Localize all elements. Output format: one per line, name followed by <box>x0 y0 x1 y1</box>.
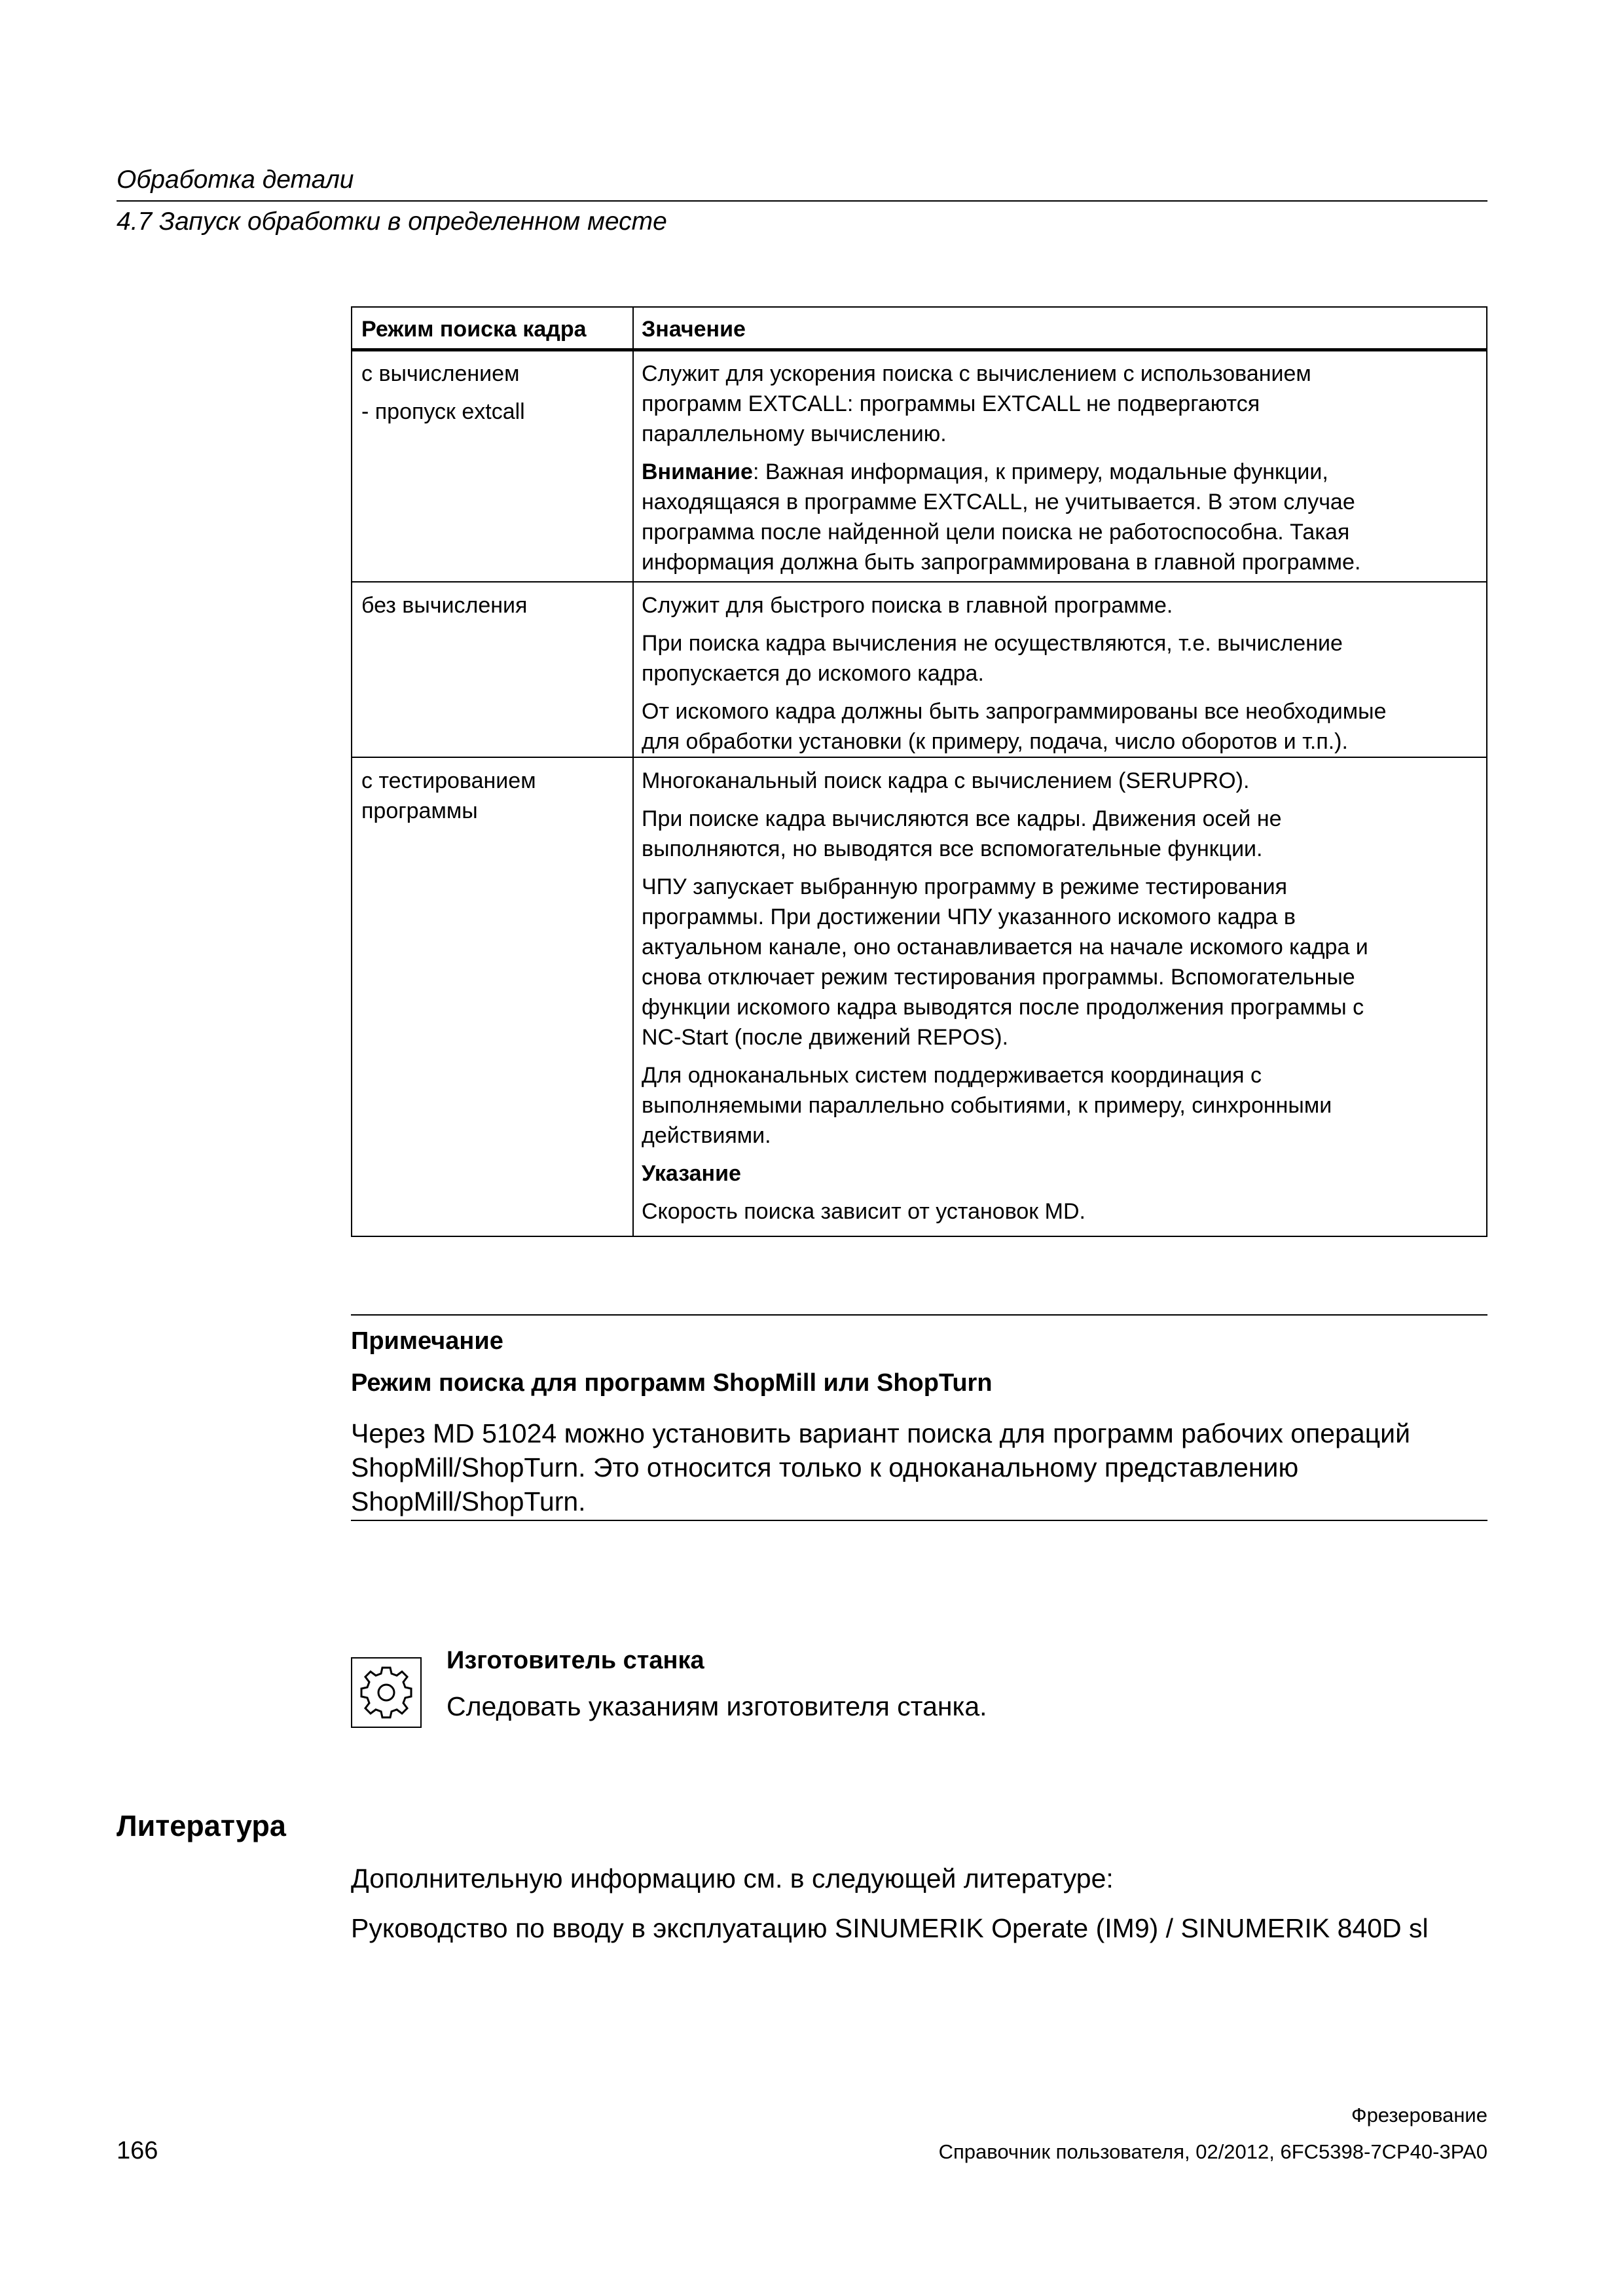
note-title: Режим поиска для программ ShopMill или ShopTurn <box>351 1369 993 1397</box>
paragraph-line: выполняются, но выводятся все вспомогательные функции. <box>642 836 1263 861</box>
column-header-mode: Режим поиска кадра <box>361 317 587 342</box>
paragraph-line: пропускается до искомого кадра. <box>642 661 984 686</box>
chapter-title: Обработка детали <box>117 166 354 194</box>
paragraph-line: параллельному вычислению. <box>642 422 947 446</box>
paragraph-line: программ EXTCALL: программы EXTCALL не подвергаются <box>642 391 1260 416</box>
note-bottom-rule <box>351 1520 1487 1521</box>
paragraph-line: действиями. <box>642 1123 771 1148</box>
hint-label: Указание <box>642 1161 741 1186</box>
mode-line: без вычисления <box>361 593 528 618</box>
manufacturer-title: Изготовитель станка <box>447 1647 704 1674</box>
literature-reference: Руководство по вводу в эксплуатацию SINUMERIK Operate (IM9) / SINUMERIK 840D sl <box>351 1913 1429 1943</box>
literature-intro: Дополнительную информацию см. в следующей литературе: <box>351 1863 1114 1893</box>
paragraph-line: ЧПУ запускает выбранную программу в режиме тестирования <box>642 874 1287 899</box>
note-line: ShopMill/ShopTurn. Это относится только к одноканальному представлению <box>351 1452 1299 1482</box>
paragraph-line: функции искомого кадра выводятся после продолжения программы с <box>642 995 1364 1020</box>
paragraph-line: выполняемыми параллельно событиями, к примеру, синхронными <box>642 1093 1332 1118</box>
footer-doc: Справочник пользователя, 02/2012, 6FC5398-7CP40-3PA0 <box>938 2140 1487 2163</box>
header-divider <box>117 200 1487 202</box>
attention-label: Внимание <box>642 459 753 484</box>
paragraph-line: программа после найденной цели поиска не работоспособна. Такая <box>642 520 1350 545</box>
mode-line: программы <box>361 798 478 823</box>
paragraph-line: находящаяся в программе EXTCALL, не учитывается. В этом случае <box>642 490 1355 514</box>
paragraph-line: снова отключает режим тестирования программы. Вспомогательные <box>642 965 1355 990</box>
row-divider <box>352 581 1486 583</box>
table-row-value <box>642 766 1480 1227</box>
table-row-mode <box>361 766 623 826</box>
paragraph-line: При поиске кадра вычисляются все кадры. Движения осей не <box>642 806 1282 831</box>
row-divider <box>352 757 1486 758</box>
table-row-mode <box>361 359 623 427</box>
paragraph-line: Служит для ускорения поиска с вычислением с использованием <box>642 361 1311 386</box>
mode-line: с вычислением <box>361 361 520 386</box>
paragraph-line: программы. При достижении ЧПУ указанного искомого кадра в <box>642 905 1296 929</box>
footer-product: Фрезерование <box>1351 2104 1487 2126</box>
manufacturer-text: Следовать указаниям изготовителя станка. <box>447 1691 987 1721</box>
table-row-value <box>642 590 1480 757</box>
attention-line <box>642 457 1480 487</box>
paragraph-line: При поиска кадра вычисления не осуществляются, т.е. вычисление <box>642 631 1343 656</box>
paragraph-line: Для одноканальных систем поддерживается координация с <box>642 1063 1262 1088</box>
paragraph-line: Скорость поиска зависит от установок MD. <box>642 1199 1085 1224</box>
note-label: Примечание <box>351 1327 503 1355</box>
paragraph-line: информация должна быть запрограммирована в главной программе. <box>642 550 1361 575</box>
mode-line: с тестированием <box>361 768 536 793</box>
table-row-mode <box>361 590 623 620</box>
mode-line: - пропуск extcall <box>361 399 525 424</box>
note-line: Через MD 51024 можно установить вариант поиска для программ рабочих операций <box>351 1418 1410 1448</box>
paragraph-line: NC-Start (после движений REPOS). <box>642 1025 1009 1050</box>
paragraph-line: Многоканальный поиск кадра с вычислением (SERUPRO). <box>642 768 1250 793</box>
header-divider-line <box>352 348 1486 351</box>
page-number: 166 <box>117 2137 158 2164</box>
note-line: ShopMill/ShopTurn. <box>351 1486 586 1516</box>
attention-text: : Важная информация, к примеру, модальные функции, <box>752 459 1328 484</box>
paragraph-line: Служит для быстрого поиска в главной программе. <box>642 593 1173 618</box>
paragraph-line: для обработки установки (к примеру, подача, число оборотов и т.п.). <box>642 729 1348 754</box>
column-header-value: Значение <box>642 317 746 342</box>
note-body <box>351 1416 1487 1518</box>
paragraph-line: От искомого кадра должны быть запрограммированы все необходимые <box>642 699 1387 724</box>
note-top-rule <box>351 1314 1487 1316</box>
column-divider <box>632 308 634 1236</box>
section-title: 4.7 Запуск обработки в определенном месте <box>117 207 667 236</box>
literature-heading: Литература <box>117 1809 286 1842</box>
search-mode-table <box>351 306 1487 1237</box>
table-row-value <box>642 359 1480 577</box>
paragraph-line: актуальном канале, оно останавливается на начале искомого кадра и <box>642 935 1368 960</box>
gear-icon <box>351 1657 422 1728</box>
